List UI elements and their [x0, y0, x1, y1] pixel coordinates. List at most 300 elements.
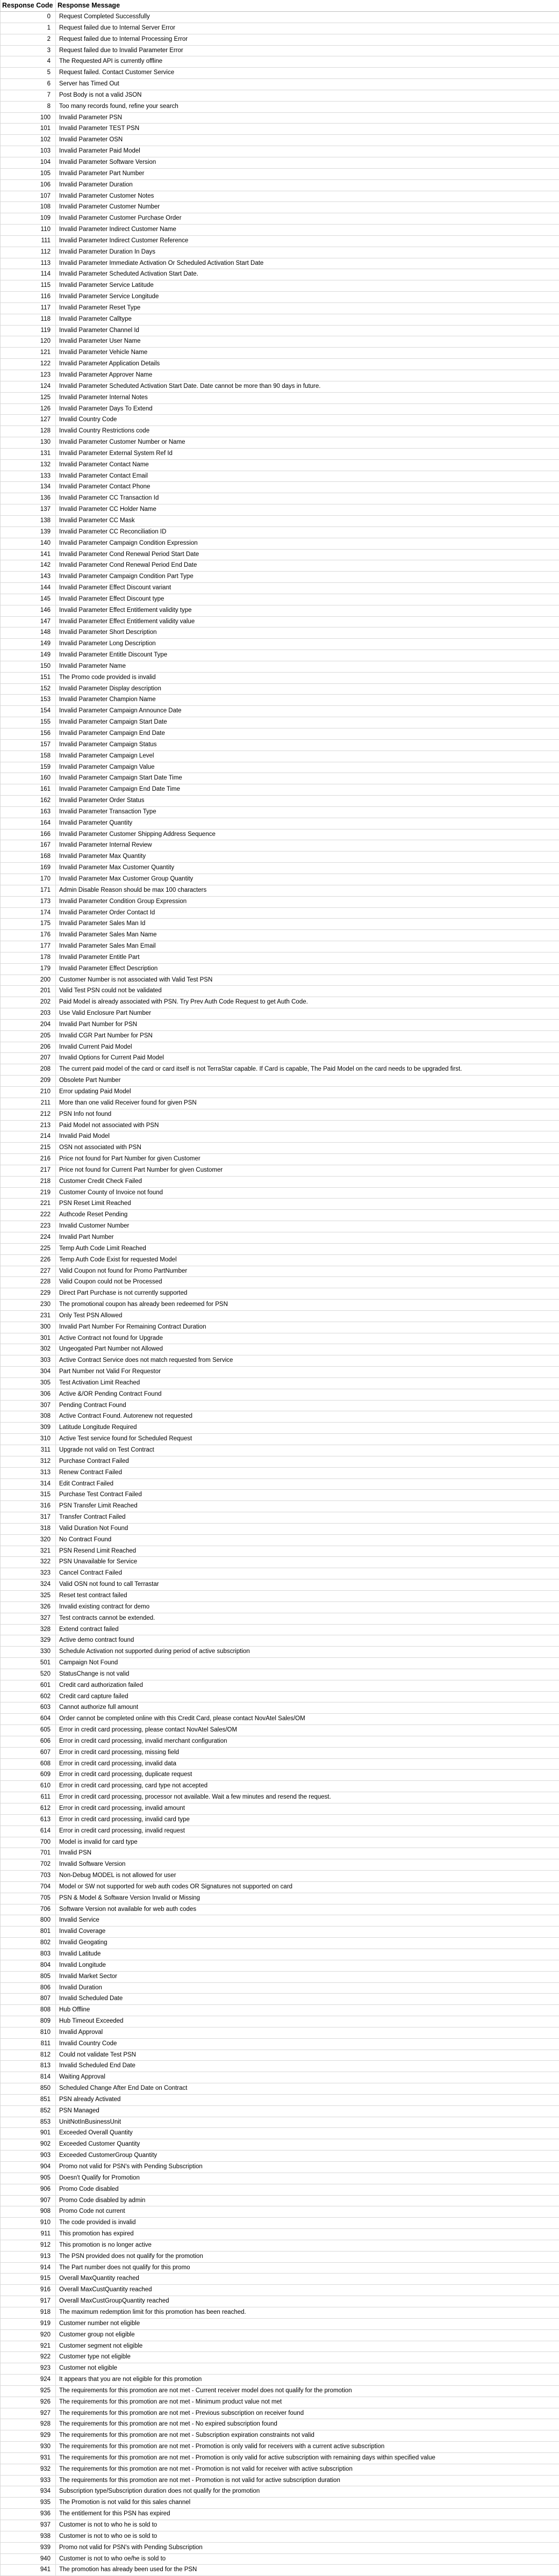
cell-response-code: 124 — [1, 381, 56, 392]
table-row — [1, 2542, 559, 2553]
cell-response-code: 802 — [1, 1938, 56, 1949]
cell-response-message — [56, 426, 559, 437]
message-text: The requirements for this promotion are not met - Promotion is not valid for receiver with active subscription — [59, 2464, 353, 2475]
message-text: Paid Model is already associated with PSN. Try Prev Auth Code Request to get Auth Code. — [59, 997, 308, 1008]
message-text: Invalid Parameter Cond Renewal Period Start Date — [59, 550, 199, 560]
message-text: Invalid Part Number for PSN — [59, 1020, 137, 1030]
message-text: The Part number does not qualify for this promo — [59, 2263, 190, 2274]
message-text: Invalid Parameter CC Transaction Id — [59, 493, 159, 504]
cell-response-message — [56, 2430, 559, 2442]
table-row — [1, 2565, 559, 2576]
cell-response-code: 923 — [1, 2363, 56, 2375]
cell-response-code: 177 — [1, 941, 56, 953]
message-text: Invalid Parameter OSN — [59, 135, 123, 146]
cell-response-message — [56, 1624, 559, 1635]
cell-response-message — [56, 1669, 559, 1680]
cell-response-message — [56, 56, 559, 68]
message-text: Invalid existing contract for demo — [59, 1602, 149, 1613]
cell-response-code: 8 — [1, 101, 56, 112]
message-text: PSN Reset Limit Reached — [59, 1199, 131, 1209]
cell-response-message — [56, 2072, 559, 2083]
table-row — [1, 45, 559, 56]
cell-response-message — [56, 325, 559, 336]
cell-response-message — [56, 818, 559, 829]
cell-response-code: 203 — [1, 1008, 56, 1020]
message-text: Error in credit card processing, invalid card type — [59, 1815, 190, 1825]
message-text: Promo Code not current — [59, 2206, 125, 2217]
message-text: Order cannot be completed online with this Credit Card, please contact NovAtel Sales/OM — [59, 1714, 305, 1724]
table-row — [1, 1647, 559, 1658]
cell-response-message — [56, 1187, 559, 1199]
table-row — [1, 1613, 559, 1624]
cell-response-code: 154 — [1, 706, 56, 717]
message-text: Invalid Parameter TEST PSN — [59, 124, 139, 134]
cell-response-code: 174 — [1, 907, 56, 919]
table-row — [1, 179, 559, 191]
message-text: Obsolete Part Number — [59, 1076, 120, 1086]
table-row — [1, 493, 559, 504]
message-text: Test contracts cannot be extended. — [59, 1613, 155, 1624]
message-text: Exceeded Overall Quantity — [59, 2128, 133, 2139]
cell-response-message — [56, 796, 559, 807]
table-row — [1, 997, 559, 1008]
cell-response-code: 179 — [1, 963, 56, 975]
cell-response-code: 932 — [1, 2464, 56, 2475]
message-text: PSN Transfer Limit Reached — [59, 1501, 138, 1512]
cell-response-message — [56, 896, 559, 907]
table-row — [1, 2094, 559, 2105]
message-text: OSN not associated with PSN — [59, 1143, 141, 1153]
cell-response-message — [56, 1434, 559, 1445]
message-text: The promotion has already been used for the PSN — [59, 2565, 197, 2575]
cell-response-message — [56, 739, 559, 751]
cell-response-message — [56, 1982, 559, 1994]
message-text: Invalid Parameter Effect Discount type — [59, 594, 164, 605]
cell-response-code: 606 — [1, 1736, 56, 1747]
table-row — [1, 1042, 559, 1053]
cell-response-code: 106 — [1, 179, 56, 191]
cell-response-code: 212 — [1, 1109, 56, 1120]
cell-response-message — [56, 2442, 559, 2453]
message-text: Invalid Market Sector — [59, 1972, 117, 1982]
cell-response-code: 811 — [1, 2038, 56, 2050]
message-text: Invalid Country Code — [59, 415, 117, 425]
cell-response-code: 937 — [1, 2520, 56, 2531]
message-text: The Promo code provided is invalid — [59, 673, 156, 683]
cell-response-code: 126 — [1, 403, 56, 415]
table-row — [1, 392, 559, 403]
cell-response-message — [56, 2375, 559, 2386]
cell-response-code: 122 — [1, 359, 56, 370]
table-row — [1, 1377, 559, 1389]
table-row — [1, 302, 559, 314]
table-row — [1, 2072, 559, 2083]
cell-response-message — [56, 1423, 559, 1434]
message-text: Invalid Approval — [59, 2027, 103, 2038]
table-row — [1, 616, 559, 627]
message-text: Invalid Parameter Calltype — [59, 314, 132, 325]
cell-response-code: 228 — [1, 1277, 56, 1288]
table-row — [1, 2363, 559, 2375]
table-row — [1, 1546, 559, 1557]
cell-response-code: 303 — [1, 1355, 56, 1367]
cell-response-message — [56, 930, 559, 941]
cell-response-code: 130 — [1, 437, 56, 449]
message-text: Invalid Software Version — [59, 1859, 125, 1870]
table-row — [1, 1994, 559, 2005]
message-text: Invalid Duration — [59, 1983, 102, 1994]
table-row — [1, 2452, 559, 2464]
cell-response-message — [56, 1076, 559, 1087]
table-row — [1, 1411, 559, 1423]
cell-response-code: 226 — [1, 1254, 56, 1266]
cell-response-message — [56, 863, 559, 874]
message-text: Model is invalid for card type — [59, 1837, 138, 1848]
table-row — [1, 1467, 559, 1478]
message-text: Software Version not available for web auth codes — [59, 1904, 196, 1915]
message-text: Customer County of Invoice not found — [59, 1188, 163, 1199]
message-text: Post Body is not a valid JSON — [59, 90, 141, 101]
cell-response-message — [56, 1064, 559, 1076]
cell-response-code: 324 — [1, 1579, 56, 1591]
cell-response-message — [56, 2296, 559, 2307]
table-row — [1, 124, 559, 135]
cell-response-message — [56, 336, 559, 348]
table-row — [1, 2307, 559, 2318]
cell-response-message — [56, 650, 559, 661]
cell-response-message — [56, 45, 559, 56]
table-row — [1, 1781, 559, 1792]
cell-response-message — [56, 471, 559, 482]
message-text: Upgrade not valid on Test Contract — [59, 1445, 154, 1456]
cell-response-code: 147 — [1, 616, 56, 627]
cell-response-message — [56, 213, 559, 225]
table-row — [1, 135, 559, 146]
message-text: Invalid Parameter Cond Renewal Period End Date — [59, 560, 197, 571]
table-row — [1, 90, 559, 101]
message-text: Server has Timed Out — [59, 79, 119, 90]
cell-response-message — [56, 1792, 559, 1803]
cell-response-message — [56, 1546, 559, 1557]
cell-response-code: 221 — [1, 1199, 56, 1210]
cell-response-code: 914 — [1, 2262, 56, 2274]
cell-response-code: 107 — [1, 191, 56, 202]
table-row — [1, 1478, 559, 1490]
cell-response-code: 327 — [1, 1613, 56, 1624]
table-row — [1, 269, 559, 280]
cell-response-message — [56, 1714, 559, 1725]
table-row — [1, 2251, 559, 2262]
table-row — [1, 1389, 559, 1400]
cell-response-message — [56, 1467, 559, 1478]
cell-response-code: 915 — [1, 2274, 56, 2285]
cell-response-code: 171 — [1, 885, 56, 896]
cell-response-message — [56, 1254, 559, 1266]
cell-response-message — [56, 952, 559, 963]
cell-response-message — [56, 1266, 559, 1277]
message-text: Invalid Paid Model — [59, 1131, 110, 1142]
cell-response-message — [56, 515, 559, 526]
table-row — [1, 2520, 559, 2531]
cell-response-message — [56, 247, 559, 258]
cell-response-message — [56, 1994, 559, 2005]
cell-response-message — [56, 1176, 559, 1187]
table-row — [1, 2475, 559, 2486]
cell-response-code: 322 — [1, 1557, 56, 1568]
cell-response-code: 110 — [1, 225, 56, 236]
cell-response-code: 801 — [1, 1926, 56, 1938]
cell-response-message — [56, 1747, 559, 1758]
table-row — [1, 1423, 559, 1434]
cell-response-message — [56, 1030, 559, 1042]
cell-response-message — [56, 1512, 559, 1524]
message-text: The Promotion is not valid for this sales channel — [59, 2498, 190, 2508]
cell-response-message — [56, 381, 559, 392]
message-text: Invalid Parameter PSN — [59, 113, 122, 124]
cell-response-message — [56, 437, 559, 449]
cell-response-code: 927 — [1, 2408, 56, 2419]
cell-response-message — [56, 2363, 559, 2375]
cell-response-code: 100 — [1, 112, 56, 124]
table-row — [1, 2553, 559, 2565]
message-text: Error updating Paid Model — [59, 1087, 131, 1098]
cell-response-code: 906 — [1, 2184, 56, 2195]
message-text: Temp Auth Code Limit Reached — [59, 1244, 146, 1254]
cell-response-message — [56, 1120, 559, 1131]
table-row — [1, 806, 559, 818]
cell-response-message — [56, 1881, 559, 1893]
message-text: Hub Offline — [59, 2005, 90, 2016]
cell-response-code: 162 — [1, 796, 56, 807]
cell-response-code: 701 — [1, 1848, 56, 1859]
message-text: Invalid Parameter Campaign Status — [59, 740, 157, 751]
cell-response-message — [56, 1736, 559, 1747]
cell-response-code: 302 — [1, 1344, 56, 1355]
cell-response-message — [56, 348, 559, 359]
cell-response-message — [56, 157, 559, 168]
cell-response-code: 304 — [1, 1367, 56, 1378]
table-row — [1, 1691, 559, 1702]
cell-response-message — [56, 2385, 559, 2397]
message-text: Part Number not Valid For Requestor — [59, 1367, 161, 1377]
table-row — [1, 359, 559, 370]
message-text: Exceeded CustomerGroup Quantity — [59, 2151, 157, 2161]
cell-response-code: 300 — [1, 1322, 56, 1333]
cell-response-message — [56, 1322, 559, 1333]
table-row — [1, 2050, 559, 2061]
table-row — [1, 247, 559, 258]
cell-response-code: 222 — [1, 1210, 56, 1221]
cell-response-code: 143 — [1, 572, 56, 583]
table-row — [1, 1154, 559, 1165]
cell-response-code: 219 — [1, 1187, 56, 1199]
cell-response-message — [56, 2240, 559, 2251]
table-row — [1, 650, 559, 661]
cell-response-code: 225 — [1, 1243, 56, 1254]
cell-response-message — [56, 1523, 559, 1534]
message-text: Invalid Parameter Order Status — [59, 796, 145, 806]
table-row — [1, 1579, 559, 1591]
cell-response-code: 609 — [1, 1770, 56, 1781]
cell-response-message — [56, 459, 559, 471]
cell-response-code: 109 — [1, 213, 56, 225]
table-row — [1, 706, 559, 717]
cell-response-message — [56, 2475, 559, 2486]
table-row — [1, 952, 559, 963]
cell-response-message — [56, 2050, 559, 2061]
cell-response-message — [56, 1367, 559, 1378]
table-row — [1, 1120, 559, 1131]
cell-response-message — [56, 1658, 559, 1669]
cell-response-message — [56, 2061, 559, 2072]
message-text: Invalid Parameter Effect Entitlement validity value — [59, 617, 195, 627]
table-row — [1, 1859, 559, 1871]
cell-response-code: 933 — [1, 2475, 56, 2486]
table-row — [1, 23, 559, 34]
message-text: Invalid Parameter Indirect Customer Reference — [59, 236, 188, 247]
cell-response-message — [56, 1601, 559, 1613]
message-text: Invalid Parameter Service Latitude — [59, 280, 154, 291]
table-row — [1, 2229, 559, 2240]
cell-response-message — [56, 2128, 559, 2139]
cell-response-code: 807 — [1, 1994, 56, 2005]
table-row — [1, 1109, 559, 1120]
message-text: Renew Contract Failed — [59, 1468, 122, 1478]
cell-response-code: 316 — [1, 1501, 56, 1512]
table-row — [1, 2296, 559, 2307]
cell-response-code: 201 — [1, 986, 56, 997]
table-row — [1, 930, 559, 941]
table-row — [1, 1601, 559, 1613]
table-row — [1, 1165, 559, 1176]
cell-response-message — [56, 2408, 559, 2419]
cell-response-message — [56, 1098, 559, 1109]
message-text: Invalid Parameter Campaign Announce Date — [59, 706, 182, 717]
table-row — [1, 2184, 559, 2195]
cell-response-message — [56, 1355, 559, 1367]
cell-response-code: 5 — [1, 68, 56, 79]
cell-response-message — [56, 2542, 559, 2553]
message-text: Invalid Parameter Max Customer Group Quantity — [59, 874, 193, 885]
message-text: Exceeded Customer Quantity — [59, 2139, 140, 2150]
cell-response-message — [56, 594, 559, 605]
cell-response-message — [56, 2318, 559, 2329]
cell-response-message — [56, 403, 559, 415]
table-row — [1, 941, 559, 953]
table-row — [1, 1658, 559, 1669]
cell-response-code: 214 — [1, 1131, 56, 1143]
message-text: Active Contract Service does not match requested from Service — [59, 1355, 233, 1366]
table-row — [1, 1949, 559, 1960]
cell-response-message — [56, 392, 559, 403]
cell-response-code: 125 — [1, 392, 56, 403]
table-row — [1, 986, 559, 997]
table-row — [1, 370, 559, 381]
cell-response-code: 153 — [1, 695, 56, 706]
cell-response-code: 916 — [1, 2285, 56, 2296]
message-text: Valid OSN not found to call Terrastar — [59, 1579, 159, 1590]
cell-response-code: 929 — [1, 2430, 56, 2442]
cell-response-message — [56, 829, 559, 840]
table-row — [1, 1243, 559, 1254]
cell-response-code: 904 — [1, 2162, 56, 2173]
table-row — [1, 2195, 559, 2206]
table-row — [1, 2061, 559, 2072]
table-row — [1, 325, 559, 336]
table-row — [1, 762, 559, 773]
message-text: Invalid Geogating — [59, 1938, 108, 1949]
message-text: Invalid Parameter Max Quantity — [59, 852, 146, 862]
cell-response-message — [56, 1814, 559, 1825]
cell-response-message — [56, 79, 559, 90]
message-text: Customer Number is not associated with Valid Test PSN — [59, 975, 212, 986]
cell-response-message — [56, 1199, 559, 1210]
message-text: Promo Code disabled — [59, 2184, 119, 2195]
cell-response-code: 137 — [1, 504, 56, 516]
cell-response-message — [56, 784, 559, 796]
cell-response-code: 151 — [1, 672, 56, 683]
cell-response-message — [56, 975, 559, 986]
cell-response-message — [56, 1691, 559, 1702]
message-text: Error in credit card processing, missing field — [59, 1748, 179, 1758]
cell-response-code: 230 — [1, 1300, 56, 1311]
cell-response-code: 320 — [1, 1534, 56, 1546]
message-text: Valid Coupon could not be Processed — [59, 1277, 162, 1288]
table-row — [1, 1277, 559, 1288]
cell-response-message — [56, 112, 559, 124]
cell-response-message — [56, 852, 559, 863]
message-text: Ungeogated Part Number not Allowed — [59, 1344, 163, 1355]
cell-response-message — [56, 2486, 559, 2498]
table-row — [1, 471, 559, 482]
cell-response-code: 3 — [1, 45, 56, 56]
table-row — [1, 2329, 559, 2341]
cell-response-code: 0 — [1, 12, 56, 23]
table-row — [1, 381, 559, 392]
cell-response-message — [56, 2229, 559, 2240]
message-text: Price not found for Part Number for given Customer — [59, 1154, 200, 1165]
cell-response-code: 317 — [1, 1512, 56, 1524]
cell-response-code: 157 — [1, 739, 56, 751]
table-row — [1, 538, 559, 549]
message-text: Only Test PSN Allowed — [59, 1311, 122, 1322]
message-text: Invalid Parameter Application Details — [59, 359, 160, 370]
cell-response-code: 114 — [1, 269, 56, 280]
cell-response-message — [56, 583, 559, 594]
cell-response-message — [56, 1680, 559, 1691]
cell-response-code: 926 — [1, 2397, 56, 2408]
message-text: Invalid Parameter Display description — [59, 684, 161, 695]
message-text: Invalid Scheduled End Date — [59, 2061, 135, 2072]
cell-response-code: 168 — [1, 852, 56, 863]
cell-response-message — [56, 941, 559, 953]
cell-response-message — [56, 1165, 559, 1176]
cell-response-message — [56, 840, 559, 852]
cell-response-message — [56, 2251, 559, 2262]
cell-response-message — [56, 526, 559, 538]
cell-response-code: 928 — [1, 2419, 56, 2430]
table-row — [1, 1893, 559, 1904]
cell-response-code: 809 — [1, 2016, 56, 2027]
table-row — [1, 482, 559, 493]
message-text: Invalid Parameter Campaign Start Date — [59, 717, 167, 728]
message-text: Customer group not eligible — [59, 2330, 135, 2341]
cell-response-code: 308 — [1, 1411, 56, 1423]
message-text: Invalid Parameter Indirect Customer Name — [59, 225, 176, 235]
message-text: Invalid Parameter Internal Review — [59, 840, 152, 851]
cell-response-code: 170 — [1, 874, 56, 885]
cell-response-code: 164 — [1, 818, 56, 829]
